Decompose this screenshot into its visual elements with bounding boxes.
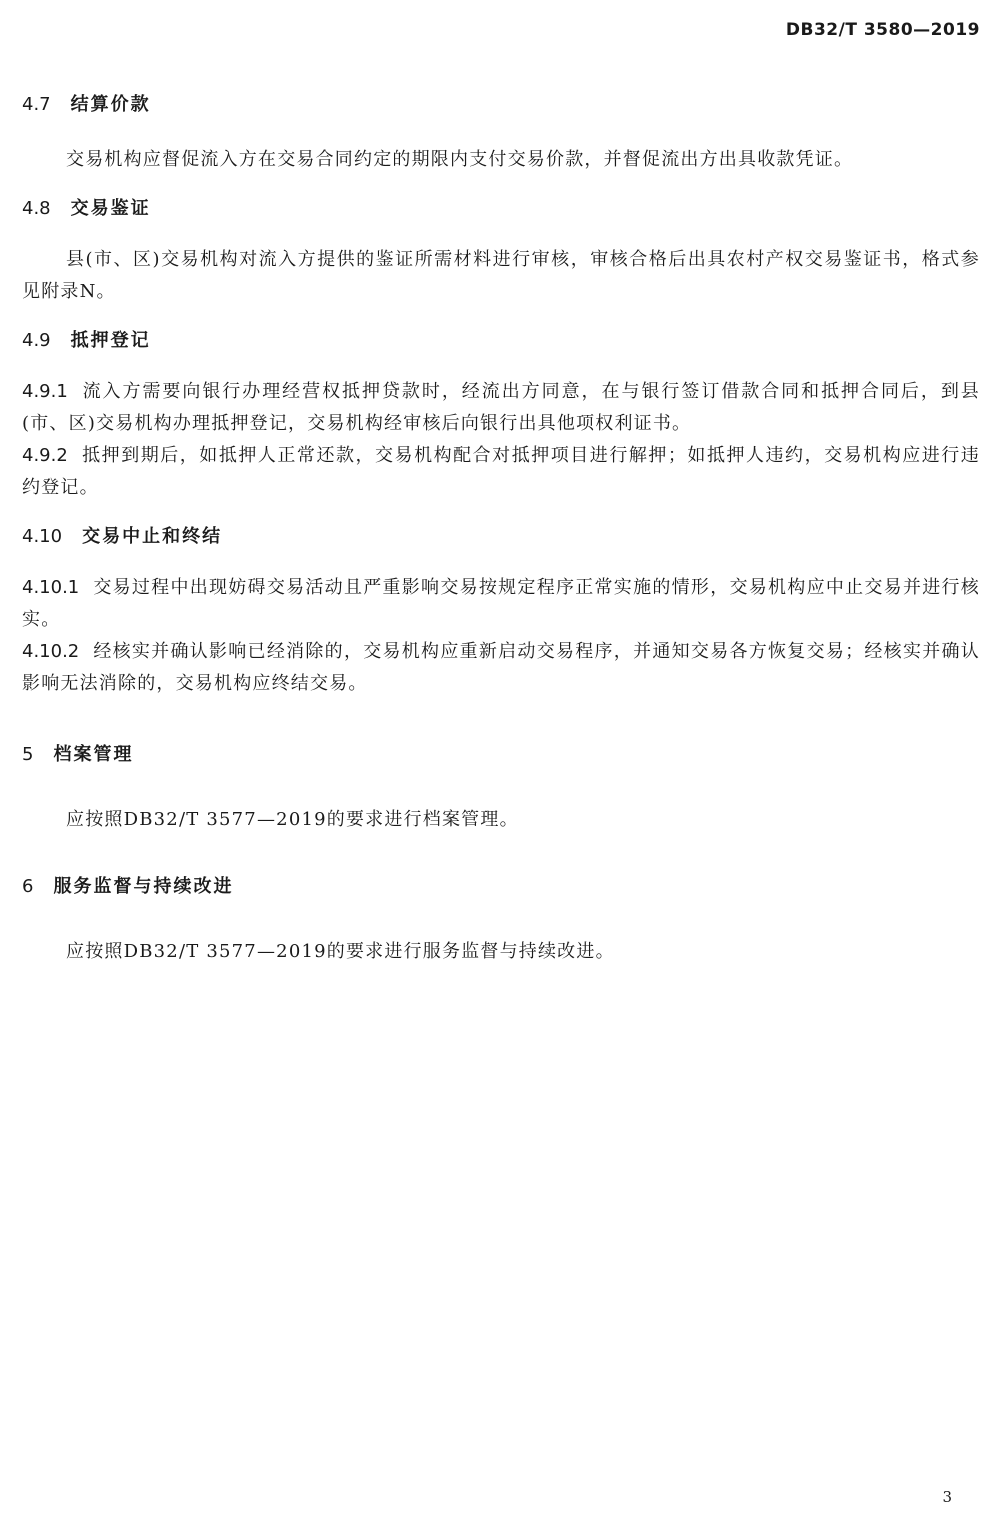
paragraph-6: 应按照DB32/T 3577—2019的要求进行服务监督与持续改进。 [66,941,615,962]
section-number: 4.7 [22,94,51,115]
section-title: 抵押登记 [70,330,151,351]
clause-text: 交易过程中出现妨碍交易活动且严重影响交易按规定程序正常实施的情形，交易机构应中止交易并进行核实。 [22,577,980,630]
paragraph-4-8: 县(市、区)交易机构对流入方提供的鉴证所需材料进行审核，审核合格后出具农村产权交易鉴证书，格式参见附录N。 [22,249,980,302]
section-title: 档案管理 [53,744,134,765]
document-body [22,90,980,968]
paragraph-5: 应按照DB32/T 3577—2019的要求进行档案管理。 [66,809,519,830]
clause-text: 流入方需要向银行办理经营权抵押贷款时，经流出方同意，在与银行签订借款合同和抵押合同后，到县(市、区)交易机构办理抵押登记，交易机构经审核后向银行出具他项权利证书。 [22,381,980,434]
section-title: 交易中止和终结 [82,526,223,547]
section-heading-4-7 [22,90,980,120]
clause-number: 4.10.2 [22,641,80,662]
clause-4-9-1 [22,376,980,440]
clause-4-10-2 [22,636,980,700]
section-title: 服务监督与持续改进 [53,876,234,897]
section-title: 结算价款 [70,94,151,115]
section-number: 4.10 [22,526,63,547]
section-number: 4.8 [22,198,51,219]
clause-text: 经核实并确认影响已经消除的，交易机构应重新启动交易程序，并通知交易各方恢复交易；经核实并确认影响无法消除的，交易机构应终结交易。 [22,641,980,694]
clause-number: 4.10.1 [22,577,80,598]
section-number: 4.9 [22,330,51,351]
clause-number: 4.9.2 [22,445,68,466]
section-heading-4-10 [22,522,980,552]
section-heading-4-9 [22,326,980,356]
section-title: 交易鉴证 [70,198,151,219]
clause-4-10-1 [22,572,980,636]
section-heading-5 [22,740,980,770]
clause-4-9-2 [22,440,980,504]
section-number: 5 [22,744,34,765]
section-heading-6 [22,872,980,902]
section-number: 6 [22,876,34,897]
page-number: 3 [942,1488,952,1506]
section-heading-4-8 [22,194,980,224]
paragraph-4-7: 交易机构应督促流入方在交易合同约定的期限内支付交易价款，并督促流出方出具收款凭证。 [66,149,854,170]
clause-number: 4.9.1 [22,381,68,402]
document-code: DB32/T 3580—2019 [785,20,980,40]
clause-text: 抵押到期后，如抵押人正常还款，交易机构配合对抵押项目进行解押；如抵押人违约，交易机构应进行违约登记。 [22,445,980,498]
